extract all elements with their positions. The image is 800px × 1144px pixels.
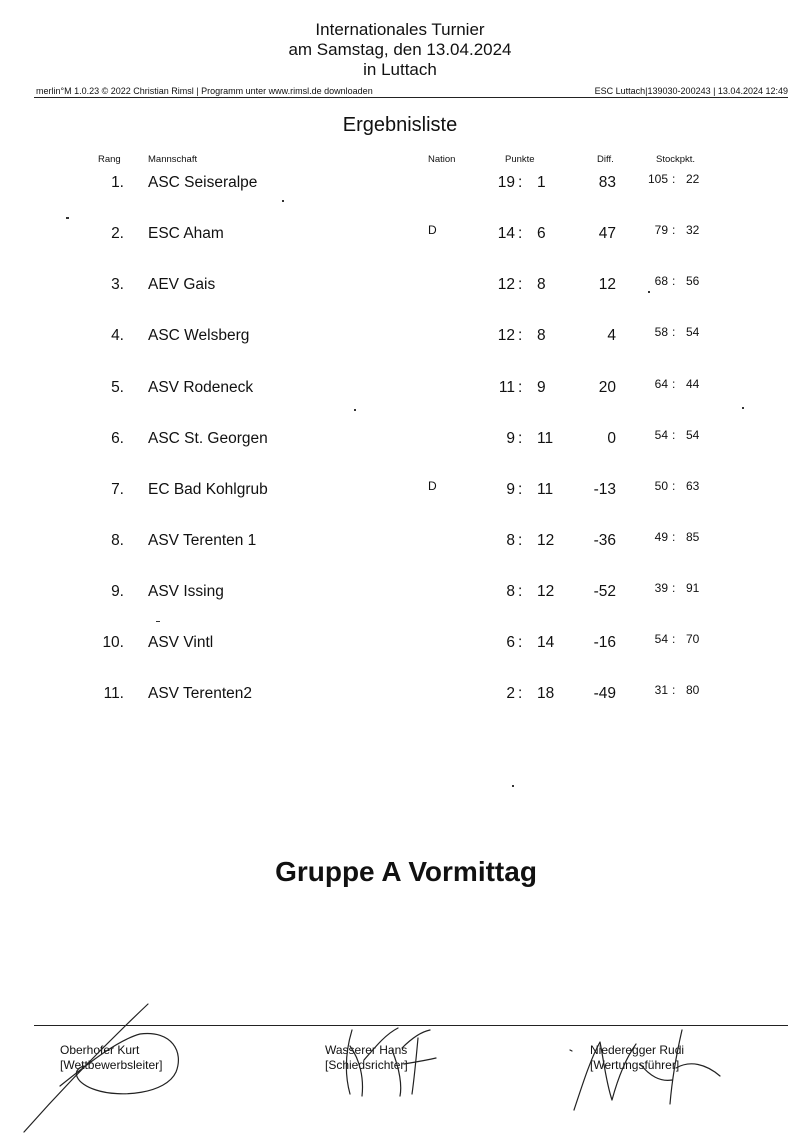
difference: 12 [598,276,616,293]
scan-speck [282,200,284,202]
table-row [0,583,800,605]
points-separator: : [518,532,523,549]
points-lost: 8 [537,327,546,344]
points-separator: : [518,174,523,191]
tournament-location: in Luttach [363,60,437,79]
stock-points-for: 39 [654,581,668,595]
points-lost: 12 [537,583,555,600]
stock-separator: : [672,172,676,186]
table-row [0,685,800,707]
team-name: ESC Aham [148,225,224,242]
stock-points-against: 32 [686,223,700,237]
points-separator: : [518,327,523,344]
stock-points-against: 85 [686,530,700,544]
signature-block-referee [325,1043,408,1073]
rank: 11. [103,685,124,702]
stock-points-for: 31 [654,683,668,697]
difference: -16 [593,634,616,651]
stock-points-against: 80 [686,683,700,697]
table-row [0,532,800,554]
difference: -49 [593,685,616,702]
list-title: Ergebnisliste [342,114,458,136]
points-separator: : [518,481,523,498]
stock-separator: : [672,632,676,646]
stock-points-against: 63 [686,479,700,493]
column-header-rang: Rang [98,154,121,165]
points-separator: : [518,583,523,600]
points-lost: 11 [537,481,554,498]
rank: 5. [111,379,124,396]
team-name: ASV Issing [148,583,224,600]
points-separator: : [518,685,523,702]
team-name: ASC St. Georgen [148,430,268,447]
column-header-mannschaft: Mannschaft [148,154,198,165]
difference: 4 [607,327,616,344]
points-won: 8 [506,583,515,600]
stock-separator: : [672,274,676,288]
signature-name: Wasserer Hans [325,1043,408,1057]
difference: 83 [598,174,616,191]
points-won: 12 [497,276,515,293]
table-row [0,430,800,452]
points-separator: : [518,430,523,447]
rank: 6. [111,430,124,447]
scan-speck [66,217,69,219]
team-name: ASC Welsberg [148,327,250,344]
rank: 7. [111,481,124,498]
table-row [0,379,800,401]
nation: D [428,479,437,493]
stock-points-against: 54 [686,325,700,339]
points-lost: 1 [537,174,546,191]
points-won: 12 [497,327,515,344]
event-stamp: ESC Luttach|139030-200243 | 13.04.2024 12:49 [594,86,788,96]
column-header-nation: Nation [428,154,456,165]
tournament-header [0,20,800,80]
stock-points-for: 54 [654,632,668,646]
column-header-stockpkt: Stockpkt. [656,154,696,165]
difference: -13 [593,481,616,498]
stock-points-for: 105 [647,172,668,186]
rank: 4. [111,327,124,344]
stock-points-against: 22 [686,172,700,186]
scan-speck [156,621,160,622]
points-lost: 14 [537,634,555,651]
team-name: ASV Vintl [148,634,214,651]
points-lost: 11 [537,430,554,447]
stock-points-for: 49 [654,530,668,544]
rank: 10. [102,634,124,651]
signature-role: [Wettbewerbsleiter] [60,1058,163,1072]
table-row [0,276,800,298]
difference: 47 [598,225,616,242]
table-row [0,174,800,196]
table-row [0,481,800,503]
stock-separator: : [672,223,676,237]
difference: 0 [607,430,616,447]
stock-separator: : [672,581,676,595]
stock-points-against: 70 [686,632,700,646]
points-won: 9 [506,430,515,447]
difference: -36 [593,532,616,549]
scan-speck [512,785,514,787]
team-name: ASV Rodeneck [148,379,254,396]
rank: 1. [111,174,124,191]
column-header-diff: Diff. [597,154,614,165]
rank: 2. [111,225,124,242]
tournament-date: am Samstag, den 13.04.2024 [288,40,512,59]
stock-points-for: 58 [654,325,668,339]
signature-name: Oberhofer Kurt [60,1043,140,1057]
team-name: ASV Terenten2 [148,685,252,702]
table-row [0,634,800,656]
team-name: AEV Gais [148,276,216,293]
table-row [0,225,800,247]
points-lost: 9 [537,379,546,396]
signature-role: [Schiedsrichter] [325,1058,408,1072]
signature-line [34,1025,788,1026]
points-separator: : [518,225,523,242]
rank: 3. [111,276,124,293]
team-name: ASV Terenten 1 [148,532,257,549]
table-row [0,327,800,349]
signature-block-scorekeeper [590,1043,684,1073]
group-label: Gruppe A Vormittag [275,856,537,887]
stock-separator: : [672,530,676,544]
team-name: EC Bad Kohlgrub [148,481,268,498]
signature-role: [Wertungsführer] [590,1058,680,1072]
scan-speck [742,407,744,409]
points-won: 14 [497,225,515,242]
rank: 8. [111,532,124,549]
signature-dot [570,1050,572,1051]
stock-points-against: 56 [686,274,700,288]
difference: 20 [598,379,616,396]
points-lost: 8 [537,276,546,293]
stock-separator: : [672,683,676,697]
points-won: 8 [506,532,515,549]
points-separator: : [518,276,523,293]
stock-points-for: 64 [654,377,668,391]
stock-separator: : [672,428,676,442]
signature-block-competition-leader [60,1043,163,1073]
header-divider [34,97,788,98]
stock-separator: : [672,479,676,493]
difference: -52 [593,583,616,600]
points-separator: : [518,634,523,651]
points-won: 19 [497,174,515,191]
stock-points-against: 54 [686,428,700,442]
column-header-punkte: Punkte [505,154,535,165]
scan-speck [648,291,650,293]
points-won: 2 [506,685,515,702]
scan-speck [354,409,356,411]
rank: 9. [111,583,124,600]
tournament-title: Internationales Turnier [315,20,485,39]
stock-points-for: 79 [654,223,668,237]
stock-separator: : [672,325,676,339]
software-credit: merlin°M 1.0.23 © 2022 Christian Rimsl | Programm unter www.rimsl.de downloaden [36,86,373,96]
signature-name: Niederegger Rudi [590,1043,685,1057]
points-separator: : [518,379,523,396]
points-won: 9 [506,481,515,498]
points-won: 11 [498,379,515,396]
nation: D [428,223,437,237]
stock-points-for: 68 [654,274,668,288]
stock-points-against: 44 [686,377,700,391]
stock-points-for: 50 [654,479,668,493]
points-lost: 6 [537,225,546,242]
stock-points-for: 54 [654,428,668,442]
stock-separator: : [672,377,676,391]
points-lost: 12 [537,532,555,549]
stock-points-against: 91 [686,581,700,595]
team-name: ASC Seiseralpe [148,174,258,191]
points-won: 6 [506,634,515,651]
points-lost: 18 [537,685,555,702]
